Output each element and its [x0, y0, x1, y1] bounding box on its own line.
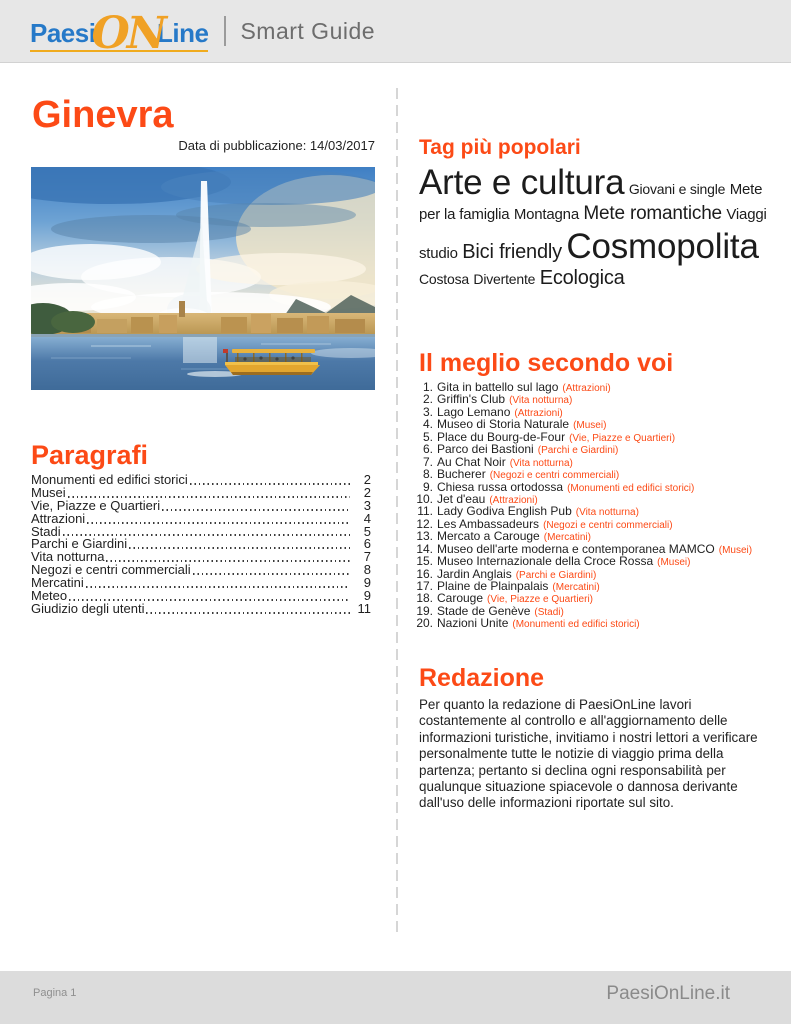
best-item-category: (Vie, Piazze e Quartieri)	[569, 432, 676, 444]
best-item-rank: 4.	[422, 417, 433, 432]
best-list-item	[408, 468, 778, 480]
best-item-category: (Monumenti ed edifici storici)	[567, 482, 695, 494]
best-item-category: (Parchi e Giardini)	[515, 569, 597, 581]
toc-row	[31, 577, 371, 590]
best-item-category: (Negozi e centri commerciali)	[489, 470, 620, 482]
best-item-name: Gita in battello sul lago	[437, 380, 559, 394]
best-item-rank: 10.	[416, 491, 433, 506]
best-item-rank: 14.	[416, 541, 433, 556]
best-item-rank: 5.	[422, 429, 433, 444]
best-item-rank: 17.	[416, 579, 433, 593]
best-item-category: (Vita notturna)	[509, 395, 573, 407]
tag-item: Giovani e single	[628, 181, 726, 197]
best-item-name: Museo Internazionale della Croce Rossa	[437, 554, 654, 569]
best-item-name: Place du Bourg-de-Four	[437, 429, 566, 444]
page-footer	[0, 971, 791, 1024]
best-item-name: Chiesa russa ortodossa	[437, 479, 564, 494]
tag-item: Arte e cultura	[419, 163, 625, 202]
toc-entry-label: Musei	[31, 484, 66, 500]
best-item-name: Lago Lemano	[437, 404, 511, 419]
tag-item: Cosmopolita	[566, 226, 759, 266]
best-item-rank: 18.	[416, 591, 433, 606]
best-item-category: (Attrazioni)	[562, 383, 611, 394]
page-title: Ginevra	[32, 94, 174, 136]
best-item-rank: 19.	[416, 603, 433, 618]
best-item-name: Museo di Storia Naturale	[437, 417, 570, 432]
tag-item: Costosa	[419, 271, 469, 287]
best-item-category: (Vita notturna)	[509, 457, 573, 469]
tag-item: Mete per la famiglia	[419, 181, 763, 224]
tag-item: Ecologica	[539, 267, 625, 289]
toc-entry-label: Stadi	[31, 523, 61, 539]
destination-photo	[31, 167, 375, 390]
best-item-rank: 13.	[416, 529, 433, 544]
best-item-name: Jet d'eau	[437, 491, 486, 506]
toc-row	[31, 474, 371, 487]
best-item-rank: 20.	[416, 616, 433, 631]
toc-entry-label: Meteo	[31, 588, 68, 604]
toc-entry-page: 3	[363, 497, 371, 513]
editorial-body: Per quanto la redazione di PaesiOnLine lavori costantemente al controllo e all'aggiornamento delle informazioni turistiche, invitiamo i nostri lettori a verificare personalmente tutte le notizie di viaggio prima della partenza; pertanto si declina ogni responsabilità per qualunque situazione spiacevole o dannosa derivante dall'uso delle informazioni riportate sul sito.	[419, 697, 758, 811]
logo-text-line: Line	[157, 18, 209, 48]
tags-heading: Tag più popolari	[419, 136, 581, 159]
site-label: PaesiOnLine.it	[606, 983, 730, 1004]
toc-entry-page: 5	[363, 523, 371, 539]
best-item-name: Les Ambassadeurs	[437, 516, 540, 531]
toc-entry-label: Attrazioni	[31, 510, 86, 526]
best-item-name: Bucherer	[437, 467, 486, 482]
best-item-category: (Attrazioni)	[514, 407, 563, 419]
toc-entry-label: Giudizio degli utenti	[31, 600, 145, 616]
best-item-name: Jardin Anglais	[437, 566, 512, 581]
best-item-name: Stade de Genève	[437, 603, 531, 618]
tag-item: Bici friendly	[462, 240, 562, 263]
page-number-label: Pagina 1	[33, 987, 77, 999]
best-item-rank: 1.	[422, 380, 433, 394]
toc-dot-leader	[146, 612, 350, 614]
best-list-item	[408, 443, 778, 455]
toc-entry-label: Vita notturna	[31, 549, 105, 565]
best-item-category: (Vita notturna)	[575, 507, 639, 519]
toc-entry-label: Parchi e Giardini	[31, 536, 128, 552]
best-item-category: (Vie, Piazze e Quartieri)	[487, 594, 593, 606]
page-header	[0, 0, 791, 63]
toc-heading: Paragrafi	[31, 440, 149, 470]
toc-entry-label: Monumenti ed edifici storici	[31, 472, 188, 487]
toc-entry-page: 9	[363, 588, 371, 604]
toc-dot-leader	[86, 586, 350, 588]
toc-entry-label: Mercatini	[31, 575, 84, 591]
best-item-name: Plaine de Plainpalais	[437, 579, 549, 593]
toc-entry-label: Negozi e centri commerciali	[31, 562, 191, 578]
toc-entry-page: 6	[363, 536, 371, 552]
toc-entry-page: 2	[363, 472, 371, 487]
best-item-category: (Musei)	[657, 557, 691, 569]
best-item-category: (Musei)	[718, 544, 753, 556]
toc-entry-page: 11	[357, 600, 371, 616]
best-item-category: (Musei)	[573, 420, 607, 432]
editorial-heading: Redazione	[419, 664, 545, 692]
toc-dot-leader	[129, 547, 350, 549]
best-item-name: Parco dei Bastioni	[437, 442, 534, 457]
toc-row	[31, 510, 371, 526]
toc-dot-leader	[162, 509, 350, 511]
toc-entry-page: 8	[363, 562, 371, 578]
best-heading: Il meglio secondo voi	[419, 349, 674, 377]
tag-item: Mete romantiche	[583, 203, 722, 225]
column-divider	[396, 88, 398, 932]
toc-entry-page: 2	[363, 484, 371, 500]
best-item-category: (Negozi e centri commerciali)	[543, 519, 673, 531]
toc-entry-page: 4	[363, 510, 371, 526]
best-list	[408, 381, 778, 630]
best-list-item	[408, 505, 778, 517]
best-item-name: Carouge	[437, 591, 484, 606]
best-item-category: (Mercatini)	[552, 582, 600, 593]
publication-date: Data di pubblicazione: 14/03/2017	[178, 138, 375, 153]
tag-item: Viaggi studio	[419, 206, 767, 262]
best-item-name: Nazioni Unite	[437, 616, 509, 631]
best-item-name: Griffin's Club	[437, 392, 506, 407]
toc-entry-label: Vie, Piazze e Quartieri	[31, 497, 161, 513]
smart-guide-label: Smart Guide	[240, 17, 376, 44]
best-list-item	[408, 418, 778, 430]
logo-text-paesi: Paesi	[30, 18, 96, 48]
toc-row	[31, 600, 371, 616]
toc-dot-leader	[193, 573, 350, 575]
best-item-category: (Stadi)	[534, 606, 564, 618]
best-item-rank: 3.	[422, 404, 433, 419]
toc-entry-page: 9	[363, 575, 371, 591]
tag-item: Montagna	[513, 206, 579, 224]
toc-entry-page: 7	[363, 549, 371, 565]
best-item-rank: 11.	[417, 504, 433, 519]
best-list-item	[408, 617, 778, 629]
best-item-name: Mercato a Carouge	[437, 529, 540, 544]
best-item-rank: 16.	[416, 566, 433, 581]
header-divider	[224, 16, 226, 46]
logo-on-monogram-icon: ON	[91, 8, 164, 59]
toc-list	[31, 474, 371, 616]
best-item-rank: 2.	[422, 392, 433, 407]
best-item-name: Lady Godiva English Pub	[437, 504, 572, 519]
tag-cloud	[419, 162, 771, 291]
tag-item: Divertente	[473, 271, 536, 287]
best-item-name: Museo dell'arte moderna e contemporanea MAMCO	[437, 541, 715, 556]
best-item-rank: 12.	[416, 516, 433, 531]
paesionline-logo	[30, 8, 209, 59]
best-item-category: (Mercatini)	[543, 532, 591, 544]
toc-dot-leader	[87, 522, 350, 524]
best-item-name: Au Chat Noir	[437, 454, 506, 469]
best-item-rank: 8.	[422, 467, 433, 482]
best-item-rank: 6.	[422, 442, 433, 457]
best-item-rank: 15.	[416, 554, 433, 569]
best-item-category: (Attrazioni)	[489, 494, 538, 506]
toc-dot-leader	[190, 483, 350, 485]
best-item-rank: 7.	[422, 454, 433, 469]
best-item-category: (Parchi e Giardini)	[537, 445, 619, 457]
best-item-rank: 9.	[422, 479, 433, 494]
best-item-category: (Monumenti ed edifici storici)	[512, 619, 640, 631]
